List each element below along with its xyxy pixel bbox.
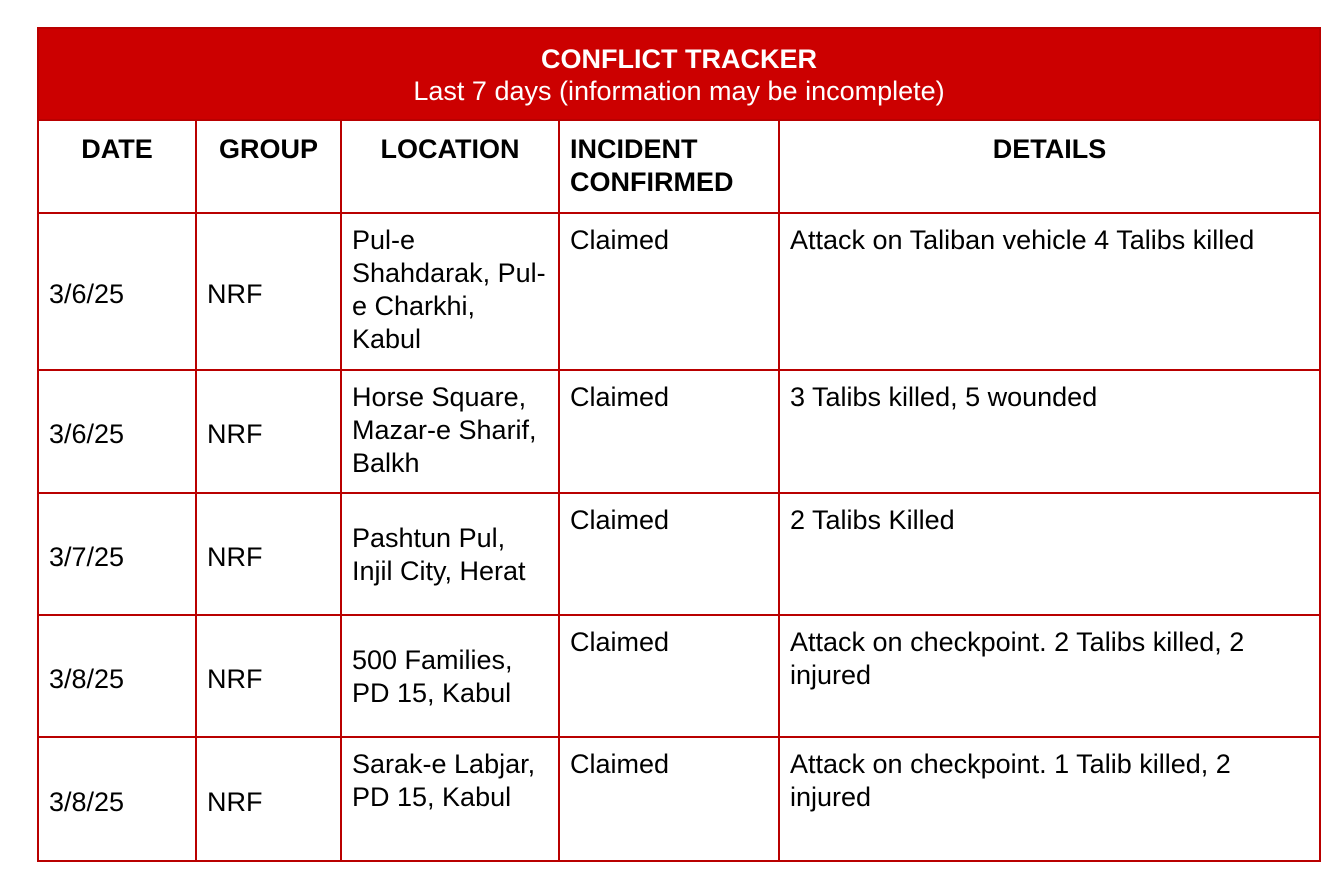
- column-header-group: GROUP: [196, 120, 341, 213]
- tracker-title: CONFLICT TRACKER: [541, 44, 818, 74]
- cell-incident-confirmed: Claimed: [559, 615, 779, 737]
- cell-group: NRF: [196, 493, 341, 615]
- cell-incident-confirmed: Claimed: [559, 370, 779, 493]
- cell-date: 3/6/25: [38, 213, 196, 370]
- tracker-subtitle: Last 7 days (information may be incomplete): [413, 76, 945, 106]
- cell-details: Attack on Taliban vehicle 4 Talibs killed: [779, 213, 1320, 370]
- cell-group: NRF: [196, 737, 341, 861]
- cell-group: NRF: [196, 370, 341, 493]
- cell-details: 3 Talibs killed, 5 wounded: [779, 370, 1320, 493]
- column-header-location: LOCATION: [341, 120, 559, 213]
- table-row: [38, 615, 1320, 737]
- cell-details: Attack on checkpoint. 2 Talibs killed, 2 injured: [779, 615, 1320, 737]
- column-header-incident-confirmed: INCIDENT CONFIRMED: [559, 120, 779, 213]
- cell-date: 3/6/25: [38, 370, 196, 493]
- table-row: [38, 493, 1320, 615]
- cell-location: Pul-e Shahdarak, Pul-e Charkhi, Kabul: [341, 213, 559, 370]
- cell-date: 3/7/25: [38, 493, 196, 615]
- column-header-date: DATE: [38, 120, 196, 213]
- table-row: [38, 213, 1320, 370]
- cell-location: Horse Square, Mazar-e Sharif, Balkh: [341, 370, 559, 493]
- tracker-banner: [38, 28, 1320, 120]
- cell-incident-confirmed: Claimed: [559, 493, 779, 615]
- cell-date: 3/8/25: [38, 737, 196, 861]
- cell-details: Attack on checkpoint. 1 Talib killed, 2 injured: [779, 737, 1320, 861]
- table-row: [38, 737, 1320, 861]
- cell-incident-confirmed: Claimed: [559, 213, 779, 370]
- cell-details: 2 Talibs Killed: [779, 493, 1320, 615]
- cell-location: Pashtun Pul, Injil City, Herat: [341, 493, 559, 615]
- cell-group: NRF: [196, 615, 341, 737]
- cell-date: 3/8/25: [38, 615, 196, 737]
- column-header-row: [38, 120, 1320, 213]
- column-header-details: DETAILS: [779, 120, 1320, 213]
- table-row: [38, 370, 1320, 493]
- cell-group: NRF: [196, 213, 341, 370]
- cell-location: 500 Families, PD 15, Kabul: [341, 615, 559, 737]
- cell-incident-confirmed: Claimed: [559, 737, 779, 861]
- conflict-tracker-table: [37, 27, 1321, 862]
- cell-location: Sarak-e Labjar, PD 15, Kabul: [341, 737, 559, 861]
